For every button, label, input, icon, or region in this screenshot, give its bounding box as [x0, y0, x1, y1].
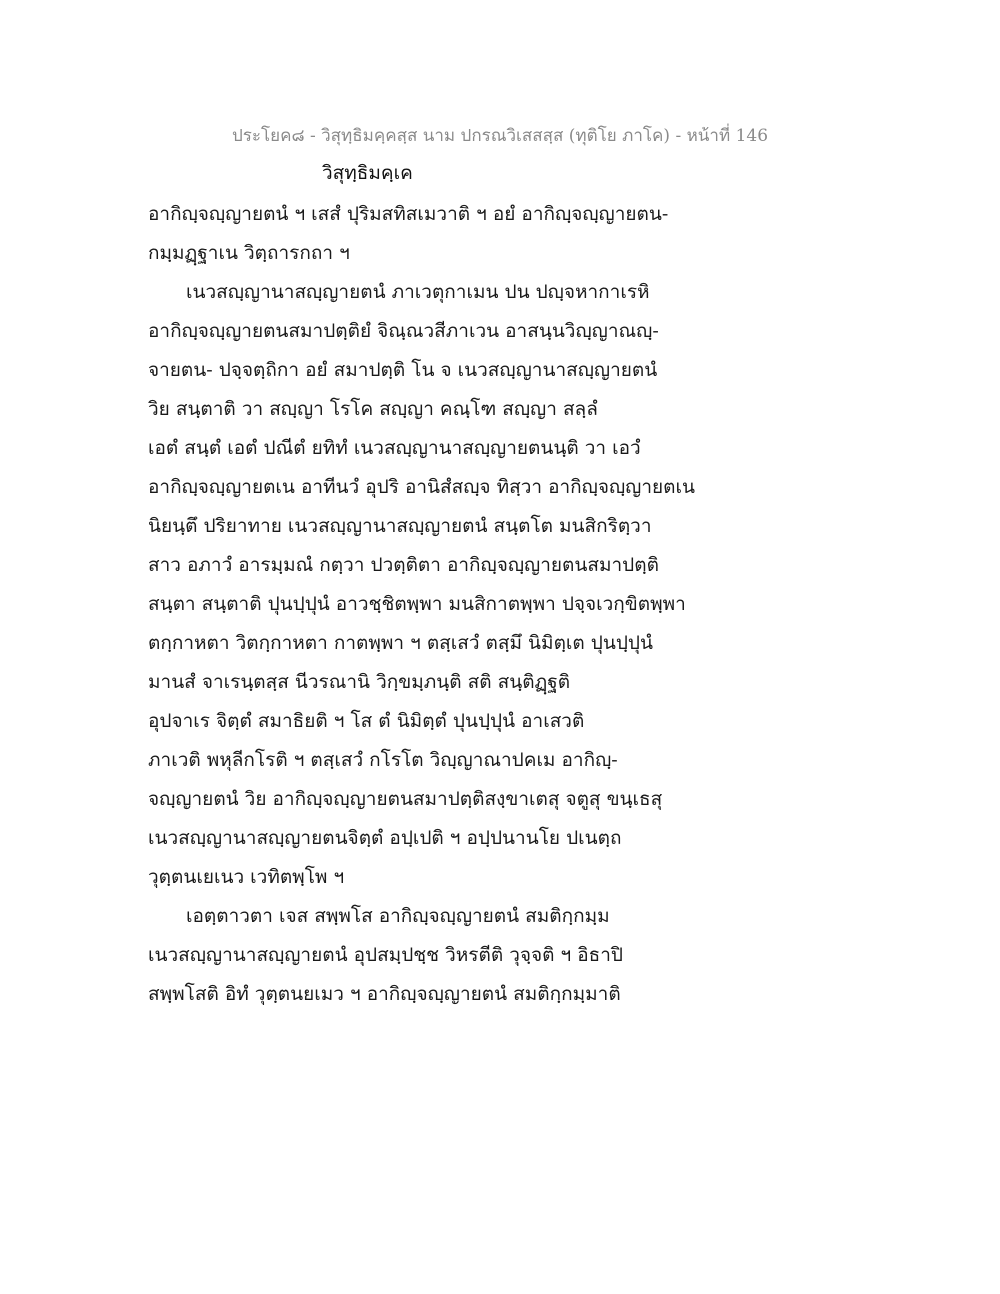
text-line: อากิญฺจญฺญายตเน อาทีนวํ อุปริ อานิสํสญฺจ ทิสฺวา อากิญฺจญฺญายตเน — [148, 476, 695, 498]
running-header: ประโยค๘ - วิสุทฺธิมคฺคสฺส นาม ปกรณวิเสสสฺส (ทุติโย ภาโค) - หน้าที่ 146 — [231, 126, 769, 146]
text-line: จายตน- ปจฺจตฺถิกา อยํ สมาปตฺติ โน จ เนวสญฺญานาสญฺญายตนํ — [148, 359, 658, 381]
body-text — [148, 195, 718, 1014]
text-line: มานสํ จาเรนฺตสฺส นีวรณานิ วิกฺขมฺภนฺติ สติ สนฺติฏฺฐติ — [148, 671, 571, 693]
text-line: กมฺมฏฺฐาเน วิตฺถารกถา ฯ — [148, 242, 350, 264]
paragraph-first-line: เนวสญฺญานาสญฺญายตนํ ภาเวตุกาเมน ปน ปญฺจหากาเรหิ — [186, 281, 650, 303]
text-line: อุปจาเร จิตฺตํ สมาธิยติ ฯ โส ตํ นิมิตฺตํ ปุนปฺปุนํ อาเสวติ — [148, 710, 585, 732]
text-line: ตกฺกาหตา วิตกฺกาหตา กาตพฺพา ฯ ตสฺเสวํ ตสฺมึ นิมิตฺเต ปุนปฺปุนํ — [148, 632, 653, 654]
paragraph-first-line: เอตฺตาวตา เจส สพฺพโส อากิญฺจญฺญายตนํ สมติกฺกมฺม — [186, 905, 610, 927]
text-line: อากิญฺจญฺญายตนสมาปตฺติยํ จิณฺณวสีภาเวน อาสนฺนวิญฺญาณญฺ- — [148, 320, 659, 342]
text-line: ภาเวติ พหุลีกโรติ ฯ ตสฺเสวํ กโรโต วิญฺญาณาปคเม อากิญฺ- — [148, 749, 618, 771]
text-line: เนวสญฺญานาสญฺญายตนํ อุปสมฺปชฺช วิหรตีติ วุจฺจติ ฯ อิธาปิ — [148, 944, 623, 966]
text-line: อากิญฺจญฺญายตนํ ฯ เสสํ ปุริมสทิสเมวาติ ฯ อยํ อากิญฺจญฺญายตน- — [148, 203, 669, 225]
text-line: เนวสญฺญานาสญฺญายตนจิตฺตํ อปฺเปติ ฯ อปฺปนานโย ปเนตฺถ — [148, 827, 622, 849]
text-line: วิย สนฺตาติ วา สญฺญา โรโค สญฺญา คณฺโฑ สญฺญา สลฺลํ — [148, 398, 598, 420]
text-line: วุตฺตนเยเนว เวทิตพฺโพ ฯ — [148, 866, 345, 888]
text-line: สาว อภาวํ อารมฺมณํ กตฺวา ปวตฺติตา อากิญฺจญฺญายตนสมาปตฺติ — [148, 554, 659, 576]
text-line: สนฺตา สนฺตาติ ปุนปฺปุนํ อาวชฺชิตพฺพา มนสิกาตพฺพา ปจฺจเวกฺขิตพฺพา — [148, 593, 686, 615]
text-line: สพฺพโสติ อิทํ วุตฺตนยเมว ฯ อากิญฺจญฺญายตนํ สมติกฺกมฺมาติ — [148, 983, 621, 1005]
text-line: จญฺญายตนํ วิย อากิญฺจญฺญายตนสมาปตฺติสงฺขาเตสุ จตูสุ ขนฺเธสุ — [148, 788, 663, 810]
section-title: วิสุทฺธิมคฺเค — [322, 162, 413, 184]
text-line: นิยนฺตึ ปริยาทาย เนวสญฺญานาสญฺญายตนํ สนฺตโต มนสิกริตฺวา — [148, 515, 652, 537]
text-line: เอตํ สนฺตํ เอตํ ปณีตํ ยทิทํ เนวสญฺญานาสญฺญายตนนฺติ วา เอวํ — [148, 437, 641, 459]
